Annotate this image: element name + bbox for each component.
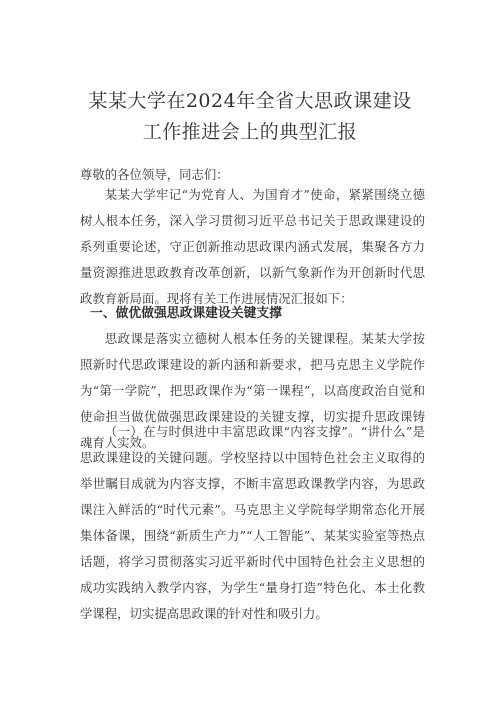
intro-paragraph: 某某大学牢记“为党育人、为国育才”使命，紧紧围绕立德树人根本任务，深入学习贯彻习近平总书记关于思政课建设的系列重要论述，守正创新推动思政课内涵式发展，集聚各方力量资源推进思政教育改革创新，以新气象新作为开创新时代思政教育新局面。现将有关工作进展情况汇报如下： bbox=[80, 187, 425, 306]
section-1-paragraph-2: （一）在与时俱进中丰富思政课“内容支撑”。“讲什么”是思政课建设的关键问题。学校坚持以中国特色社会主义取得的举世瞩目成就为内容支撑，不断丰富思政课教学内容，为思政课注入鲜活的“时代元素”。马克思主义学院每学期常态化开展集体备课，围绕“新质生产力”“人工智能”、某某实验室等热点话题，将学习贯彻落实习近平新时代中国特色社会主义思想的成功实践纳入教学内容，为学生“量身打造”特色化、本土化教学课程，切实提高思政课的针对性和吸引力。 bbox=[80, 424, 425, 621]
section-1-paragraph-1: 思政课是落实立德树人根本任务的关键课程。某某大学按照新时代思政课建设的新内涵和新要求，把马克思主义学院作为“第一学院”，把思政课作为“第一课程”，以高度政治自觉和使命担当做优做强思政课建设的关键支撑，切实提升思政课铸魂育人实效。 bbox=[80, 331, 425, 450]
document-title-line-1: 某某大学在2024年全省大思政课建设 bbox=[88, 90, 412, 112]
document-title-line-2: 工作推进会上的典型汇报 bbox=[142, 121, 358, 143]
section-1-heading: 一、做优做强思政课建设关键支撑 bbox=[90, 306, 282, 321]
salutation: 尊敬的各位领导，同志们： bbox=[80, 167, 229, 182]
